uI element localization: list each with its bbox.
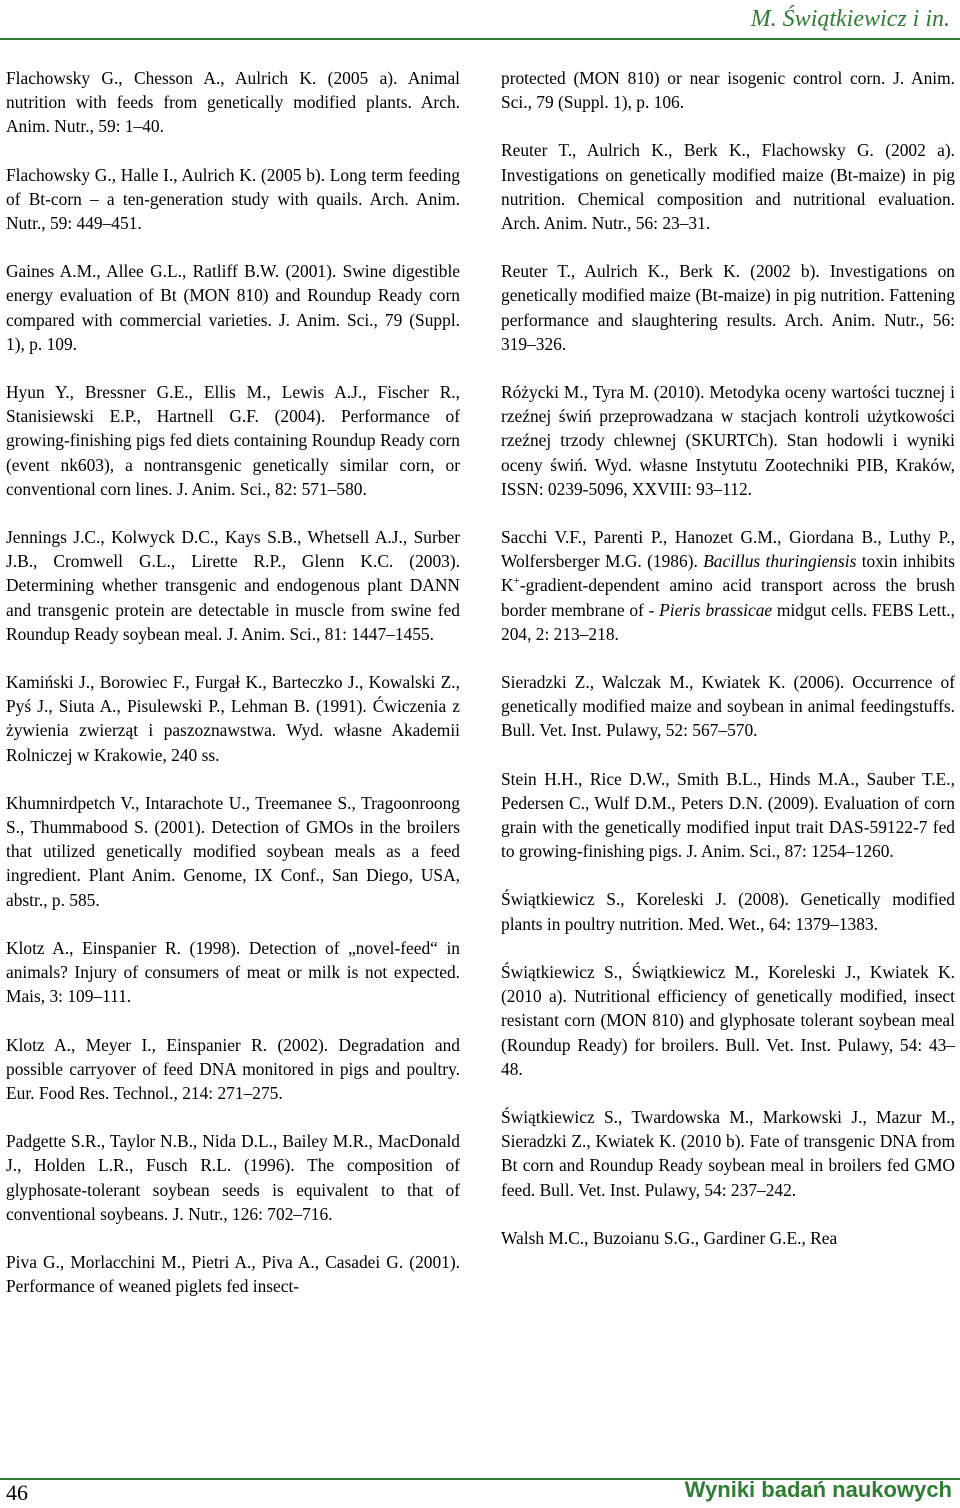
ref-text: -gradient-dependent amino acid transport across the brush border membrane of - bbox=[501, 575, 955, 620]
reference-item: Sieradzki Z., Walczak M., Kwiatek K. (2006). Occurrence of genetically modified maize and soybean in animal feedingstuffs. Bull. Vet. Inst. Pulawy, 52: 567–570. bbox=[501, 672, 955, 741]
superscript-plus: + bbox=[513, 575, 520, 588]
references-right-column bbox=[501, 66, 955, 1250]
reference-item: Padgette S.R., Taylor N.B., Nida D.L., Bailey M.R., MacDonald J., Holden L.R., Fusch R.L. (1996). The composition of glyphosate-tolerant soybean seeds is equivalent to that of conventional soybeans. J. Nutr., 126: 702–716. bbox=[6, 1131, 460, 1224]
reference-item: Reuter T., Aulrich K., Berk K. (2002 b). Investigations on genetically modified maize (Bt-maize) in pig nutrition. Fattening performance and slaughtering results. Arch. Anim. Nutr., 56: 319–326. bbox=[501, 261, 955, 354]
reference-item: Świątkiewicz S., Świątkiewicz M., Koreleski J., Kwiatek K. (2010 a). Nutritional efficiency of genetically modified, insect resistant corn (MON 810) and glyphosate tolerant soybean meal (Roundup Ready) for broilers. Bull. Vet. Inst. Pulawy, 54: 43–48. bbox=[501, 961, 955, 1079]
reference-item: Stein H.H., Rice D.W., Smith B.L., Hinds M.A., Sauber T.E., Pedersen C., Wulf D.M., Peters D.N. (2009). Evaluation of corn grain with the genetically modified input trait DAS-59122-7 fed to growing-finishing pigs. J. Anim. Sci., 87: 1254–1260. bbox=[501, 768, 955, 862]
reference-item: Jennings J.C., Kolwyck D.C., Kays S.B., Whetsell A.J., Surber J.B., Cromwell G.L., Lirette R.P., Glenn K.C. (2003). Determining whether transgenic and endogenous plant DANN and transgenic protein are detectable in muscle from swine fed Roundup Ready soybean meal. J. Anim. Sci., 81: 1447–1455. bbox=[6, 527, 460, 644]
reference-item: Piva G., Morlacchini M., Pietri A., Piva A., Casadei G. (2001). Performance of weaned piglets fed insect- bbox=[6, 1251, 460, 1297]
reference-item: protected (MON 810) or near isogenic control corn. J. Anim. Sci., 79 (Suppl. 1), p. 106. bbox=[501, 68, 955, 113]
reference-item: Flachowsky G., Chesson A., Aulrich K. (2005 a). Animal nutrition with feeds from genetically modified plants. Arch. Anim. Nutr., 59: 1–40. bbox=[6, 68, 460, 137]
ref-text: Sacchi V.F., Parenti P., Hanozet G.M., Giordana B., Luthy P., Wolfersberger M.G. (1986). bbox=[501, 527, 955, 572]
ref-text: midgut cells. FEBS Lett., 204, 2: 213–218. bbox=[501, 599, 955, 644]
reference-item: Świątkiewicz S., Koreleski J. (2008). Genetically modified plants in poultry nutrition. Med. Wet., 64: 1379–1383. bbox=[501, 889, 955, 934]
reference-item: Gaines A.M., Allee G.L., Ratliff B.W. (2001). Swine digestible energy evaluation of Bt (MON 810) and Roundup Ready corn compared with commercial varieties. J. Anim. Sci., 79 (Suppl. 1), p. 109. bbox=[6, 261, 460, 354]
page-number: 46 bbox=[6, 1480, 28, 1505]
references-left-column bbox=[6, 66, 460, 1298]
reference-item: Hyun Y., Bressner G.E., Ellis M., Lewis A.J., Fischer R., Stanisiewski E.P., Hartnell G.F. (2004). Performance of growing-finishing pigs fed diets containing Roundup Ready corn (event nk603), a nontransgenic genetically similar corn, or conventional corn lines. J. Anim. Sci., 82: 571–580. bbox=[6, 382, 460, 499]
footer-journal-name: Wyniki badań naukowych bbox=[684, 1477, 952, 1502]
species-name-italic: Pieris brassicae bbox=[659, 599, 773, 620]
reference-item: Flachowsky G., Halle I., Aulrich K. (2005 b). Long term feeding of Bt-corn – a ten-generation study with quails. Arch. Anim. Nutr., 59: 449–451. bbox=[6, 164, 460, 234]
reference-item: Walsh M.C., Buzoianu S.G., Gardiner G.E., Rea bbox=[501, 1227, 838, 1248]
reference-item: Klotz A., Meyer I., Einspanier R. (2002). Degradation and possible carryover of feed DNA monitored in pigs and poultry. Eur. Food Res. Technol., 214: 271–275. bbox=[6, 1034, 460, 1103]
reference-item: Klotz A., Einspanier R. (1998). Detection of „novel-feed“ in animals? Injury of consumers of meat or milk is not expected. Mais, 3: 109–111. bbox=[6, 937, 460, 1007]
species-name-italic: Bacillus thuringiensis bbox=[703, 551, 857, 572]
running-header-author: M. Świątkiewicz i in. bbox=[750, 6, 950, 32]
ref-text: toxin inhibits K bbox=[501, 551, 955, 596]
reference-item: Różycki M., Tyra M. (2010). Metodyka oceny wartości tucznej i rzeźnej świń przeprowadzana w stacjach kontroli użytkowości rzeźnej trzody chlewnej (SKURTCh). Stan hodowli i wyniki oceny świń. Wyd. własne Instytutu Zootechniki PIB, Kraków, ISSN: 0239-5096, XXVIII: 93–112. bbox=[501, 382, 955, 499]
reference-item: Kamiński J., Borowiec F., Furgał K., Barteczko J., Kowalski Z., Pyś J., Siuta A., Pisulewski P., Lehman B. (1991). Ćwiczenia z żywienia zwierząt i paszoznawstwa. Wyd. własne Akademii Rolniczej w Krakowie, 240 ss. bbox=[6, 672, 460, 765]
reference-item-sacchi bbox=[501, 525, 955, 646]
header-divider bbox=[0, 38, 960, 40]
reference-item: Reuter T., Aulrich K., Berk K., Flachowsky G. (2002 a). Investigations on genetically modified maize (Bt-maize) in pig nutrition. Chemical composition and nutritional evaluation. Arch. Anim. Nutr., 56: 23–31. bbox=[501, 140, 955, 234]
reference-item: Świątkiewicz S., Twardowska M., Markowski J., Mazur M., Sieradzki Z., Kwiatek K. (2010 b). Fate of transgenic DNA from Bt corn and Roundup Ready soybean meal in broilers fed GMO feed. Bull. Vet. Inst. Pulawy, 54: 237–242. bbox=[501, 1106, 955, 1200]
reference-item: Khumnirdpetch V., Intarachote U., Treemanee S., Tragoonroong S., Thummabood S. (2001). Detection of GMOs in the broilers that utilized genetically modified soybean meals as a feed ingredient. Plant Anim. Genome, IX Conf., San Diego, USA, abstr., p. 585. bbox=[6, 792, 460, 910]
